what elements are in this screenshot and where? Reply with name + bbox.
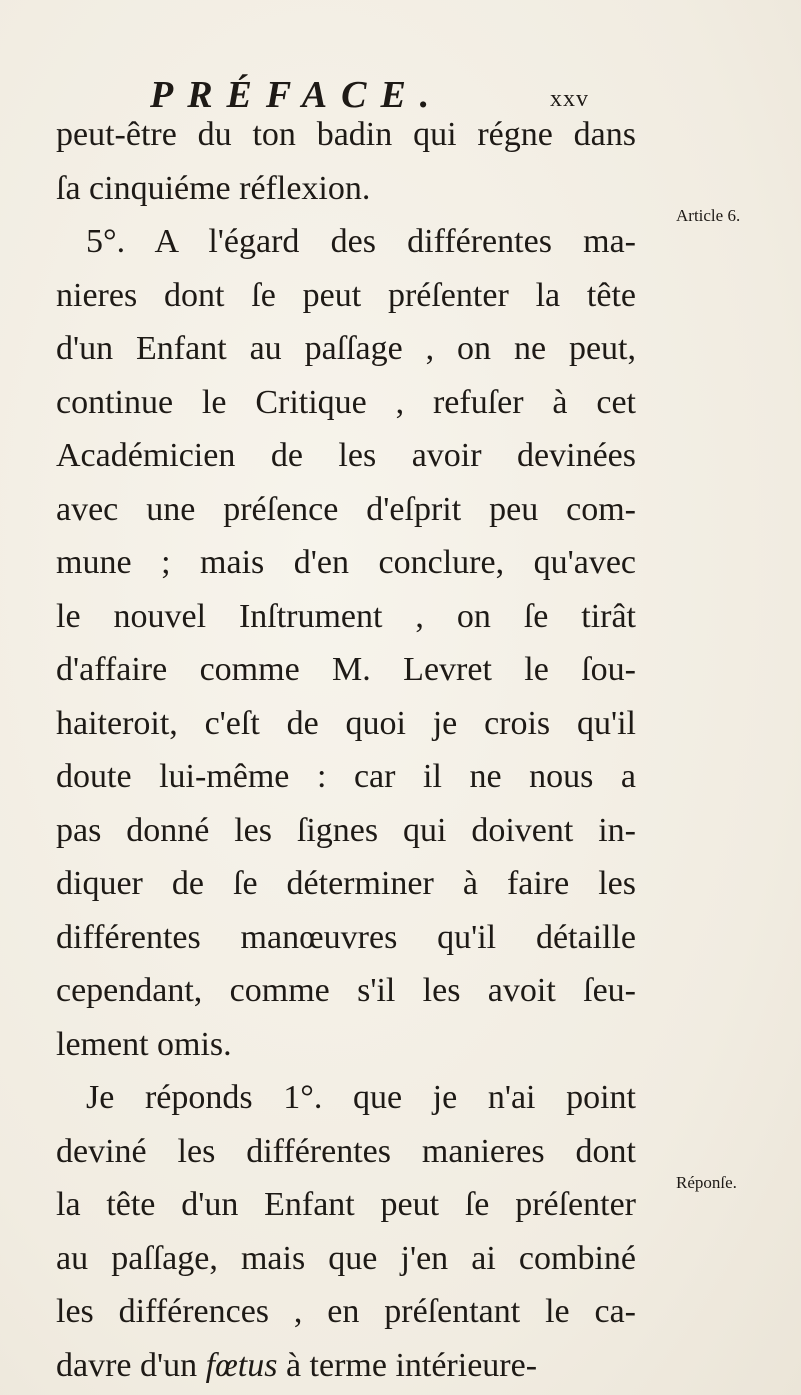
text-line: Académicien de les avoir devinées xyxy=(56,437,636,474)
text-line: continue le Critique , refuſer à cet xyxy=(56,383,636,421)
text-line: doute lui-même : car il ne nous a xyxy=(56,758,636,795)
text-line: d'un Enfant au paſſage , on ne peut, xyxy=(56,330,636,367)
text-line: ſa cinquiéme réflexion. xyxy=(56,169,371,207)
final-text-line xyxy=(56,1339,636,1393)
text-line: la tête d'un Enfant peut ſe préſenter xyxy=(56,1186,636,1223)
page-number: xxv xyxy=(550,86,589,112)
text-line: d'affaire comme M. Levret le ſou- xyxy=(56,651,636,688)
final-line-start: davre d'un xyxy=(56,1346,206,1384)
text-line: Je réponds 1°. que je n'ai point xyxy=(86,1079,636,1116)
text-line: deviné les différentes manieres dont xyxy=(56,1132,636,1170)
text-line: le nouvel Inſtrument , on ſe tirât xyxy=(56,597,636,635)
text-line: pas donné les ſignes qui doivent in- xyxy=(56,811,636,849)
text-line: diquer de ſe déterminer à faire les xyxy=(56,865,636,902)
running-head-title: PRÉFACE. xyxy=(150,74,444,116)
text-line: nieres dont ſe peut préſenter la tête xyxy=(56,276,636,314)
text-line: cependant, comme s'il les avoit ſeu- xyxy=(56,972,636,1009)
text-line: lement omis. xyxy=(56,1025,232,1063)
text-line: mune ; mais d'en conclure, qu'avec xyxy=(56,544,636,581)
margin-note-article: Article 6. xyxy=(676,206,741,225)
text-line: haiteroit, c'eſt de quoi je crois qu'il xyxy=(56,704,636,742)
text-line: différentes manœuvres qu'il détaille xyxy=(56,918,636,956)
final-line-end: à terme intérieure- xyxy=(277,1346,538,1384)
margin-note-reponse: Réponſe. xyxy=(676,1173,737,1192)
body-text xyxy=(56,108,636,1392)
text-line: peut-être du ton badin qui régne dans xyxy=(56,116,636,153)
text-line: avec une préſence d'eſprit peu com- xyxy=(56,490,636,528)
text-line: au paſſage, mais que j'en ai combiné xyxy=(56,1239,636,1277)
italic-word: fœtus xyxy=(205,1346,278,1384)
text-line: les différences , en préſentant le ca- xyxy=(56,1293,636,1330)
text-line: 5°. A l'égard des différentes ma- xyxy=(86,223,636,260)
